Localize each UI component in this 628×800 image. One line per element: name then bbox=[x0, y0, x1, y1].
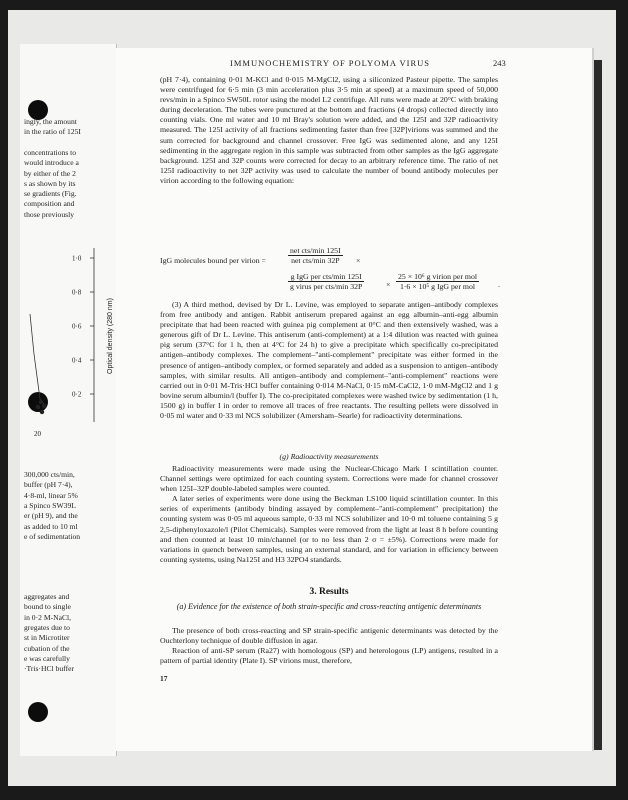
left-page-line: cubation of the bbox=[24, 643, 70, 653]
graph-tick-label: 1·0 bbox=[72, 254, 82, 263]
left-page-line: ·Tris·HCl buffer bbox=[24, 664, 74, 674]
graph-point bbox=[42, 404, 46, 408]
left-page-line: those previously bbox=[24, 209, 74, 219]
paragraph-text: Reaction of anti-SP serum (Ra27) with homologous (SP) and heterologous (LP) antigens, resulted in a pattern of partial identity (Plate I). SP virions must, therefore, bbox=[160, 646, 498, 666]
left-page-line: e of sedimentation bbox=[24, 531, 81, 541]
graph-curve bbox=[30, 314, 44, 404]
fraction-molecular-weights bbox=[396, 272, 479, 292]
fraction-specific-activity bbox=[288, 272, 364, 292]
subheading-radioactivity: (g) Radioactivity measurements bbox=[279, 452, 379, 461]
left-page-line: in the ratio of 125I bbox=[24, 127, 81, 137]
left-page-line: buffer (pH 7·4), bbox=[24, 480, 73, 490]
signature-mark: 17 bbox=[160, 674, 168, 683]
graph-xtick: 20 bbox=[34, 430, 41, 438]
left-page-line: se gradients (Fig. bbox=[24, 189, 77, 199]
left-page-graph bbox=[20, 244, 116, 444]
paragraph-text: (pH 7·4), containing 0·01 M-KCl and 0·015 M-MgCl2, using a siliconized Pasteur pipette. The samples were centrifuged for 6·5 min (3 min acceleration plus 3·5 min at speed) at a maximum speed of 50,000 revs/min in a Spinco SW50L rotor using the model L2 centrifuge. All runs were made at 20°C with braking during deceleration. The tubes were punctured at the bottom and fractions (4 drops) collected directly into counting vials. One ml water and 10 ml Bray's solution were added, and the 125I and 32P radioactivity measured. The 125I activity of all fractions sedimenting faster than free [32P]virions was summed and the sum corrected for background and channel crossover. Free IgG was sedimented alone, and any 125I sedimenting in the aggregate region in this sample was subtracted from other samples as the IgG aggregate background. 125I and 32P counts were corrected for decay to an arbitrary reference time. The ratio of net 125I radioactivity to net 32P activity was used to calculate the number of bound antibody molecules per virion according to the following equation: bbox=[160, 75, 498, 185]
punch-hole-bottom bbox=[28, 702, 48, 722]
left-page-line: gregates due to bbox=[24, 622, 70, 632]
left-page-line: in 0·2 M-NaCl, bbox=[24, 612, 72, 622]
left-page-line: ingly, the amount bbox=[24, 117, 77, 126]
left-page-line: e was carefully bbox=[24, 653, 70, 663]
graph-point bbox=[40, 410, 44, 414]
fraction-denominator: net cts/min 32P bbox=[291, 256, 340, 265]
fraction-numerator: 25 × 10⁶ g virion per mol bbox=[398, 272, 478, 281]
paragraph-third-method bbox=[160, 300, 498, 421]
equation-period: . bbox=[498, 280, 500, 289]
fraction-counts bbox=[288, 246, 343, 266]
left-page-line: st in Microtiter bbox=[24, 633, 70, 643]
left-page-line: as added to 10 ml bbox=[24, 521, 78, 531]
graph-tick-label: 0·4 bbox=[72, 356, 82, 365]
fraction-numerator: g IgG per cts/min 125I bbox=[288, 272, 364, 282]
section-heading-results: 3. Results bbox=[309, 587, 349, 597]
left-page-line: s as shown by its bbox=[24, 178, 76, 188]
page-shadow-edge bbox=[592, 60, 602, 750]
left-page-line: 300,000 cts/min, bbox=[24, 470, 75, 479]
paragraph-text: (3) A third method, devised by Dr L. Levine, was employed to separate antigen–antibody complexes from free antibody and antigen. Rabbit antiserum prepared against an egg albumin–anti-egg albumin precipitate that had been reacted with guinea pig complement at 0°C and then extensively washed, was a generous gift of Dr L. Levine. This antiserum (anti-complement) at a 1:4 dilution was reacted with guinea pig serum (37°C for 1 h, then at 4°C for 24 h) to give a precipitate which specifically co-precipitated antigen–antibody complexes. The complement–"anti-complement" precipitate was either formed in the presence of antigen–antibody complex, or formed separately and added as a suspension to antigen–antibody samples, with similar results. All antigen–antibody and complement–"anti-complement" reactions were carried out in 0·01 M-Tris·HCl buffer containing 0·014 M-NaCl, 0·15 mM-CaCl2, 1·0 mM-MgCl2 and 1 g bovine serum albumin/l (buffer I). The co-precipitated complexes were washed twice by sedimentation (1 h, 1500 g) in buffer I in order to remove all traces of free reactants. The resulting pellets were dissolved in 0·05 ml water and 0·33 ml NCS solubilizer (Amersham–Searle) for radioactivity determinations. bbox=[160, 300, 498, 421]
paragraph-text: A later series of experiments were done using the Beckman LS100 liquid scintillation counter. In this series of experiments (antibody binding assayed by complement–"anti-complement" precipitation) the counting system was 0·05 ml aqueous sample, 0·33 ml NCS solubilizer and 10·0 ml toluene containing 5 g 2,5-diphenyloxazole/l (Pilot Chemicals). Samples were removed from the light at least 8 h before counting and then counted at least 10 min/channel (or to no less than 2 σ = ±5%). Corrections were made for variations in quench between samples, using an external standard, and for variation in efficiency between counting systems, using Na125I and H3 32PO4 standards. bbox=[160, 494, 498, 564]
left-page-line: aggregates and bbox=[24, 592, 70, 601]
paragraph-radioactivity bbox=[160, 464, 498, 565]
fraction-denominator: 1·6 × 10⁵ g IgG per mol bbox=[399, 282, 476, 291]
left-page-line: by either of the 2 bbox=[24, 168, 76, 178]
left-page-line: 4·8-ml, linear 5% bbox=[24, 490, 78, 500]
paragraph-results bbox=[160, 626, 498, 666]
left-page-line: er (pH 9), and the bbox=[24, 511, 78, 521]
paragraph-text: The presence of both cross-reacting and SP strain-specific antigenic determinants was detected by the Ouchterlony technique of double diffusion in agar. bbox=[160, 626, 498, 646]
times-sign: × bbox=[386, 280, 391, 289]
left-page-line: a Spinco SW39L bbox=[24, 500, 76, 510]
equation-lhs: IgG molecules bound per virion = bbox=[160, 256, 266, 265]
paragraph-method-continued bbox=[160, 75, 498, 186]
times-sign: × bbox=[356, 256, 361, 265]
left-page-line: would introduce a bbox=[24, 158, 79, 168]
fraction-numerator: net cts/min 125I bbox=[290, 246, 341, 255]
graph-tick-label: 0·6 bbox=[72, 322, 82, 331]
page-number: 243 bbox=[493, 58, 506, 68]
graph-tick-label: 0·8 bbox=[72, 288, 82, 297]
fraction-denominator: g virus per cts/min 32P bbox=[290, 282, 363, 291]
running-head: IMMUNOCHEMISTRY OF POLYOMA VIRUS bbox=[230, 58, 430, 68]
left-page-line: composition and bbox=[24, 199, 75, 209]
left-page-line: concentrations to bbox=[24, 147, 77, 157]
left-page-line: bound to single bbox=[24, 602, 71, 612]
graph-point bbox=[39, 400, 43, 404]
subsection-heading-evidence: (a) Evidence for the existence of both strain-specific and cross-reacting antigenic determinants bbox=[176, 602, 482, 611]
graph-ylabel: Optical density (280 nm) bbox=[107, 298, 114, 374]
equation bbox=[160, 246, 500, 298]
graph-point bbox=[36, 405, 40, 409]
graph-tick-label: 0·2 bbox=[72, 390, 82, 399]
paragraph-text: Radioactivity measurements were made using the Nuclear-Chicago Mark I scintillation counter. Channel settings were optimized for each counting system. Corrections were made for channel crossover when 125I–32P double-labeled samples were counted. bbox=[160, 464, 498, 494]
